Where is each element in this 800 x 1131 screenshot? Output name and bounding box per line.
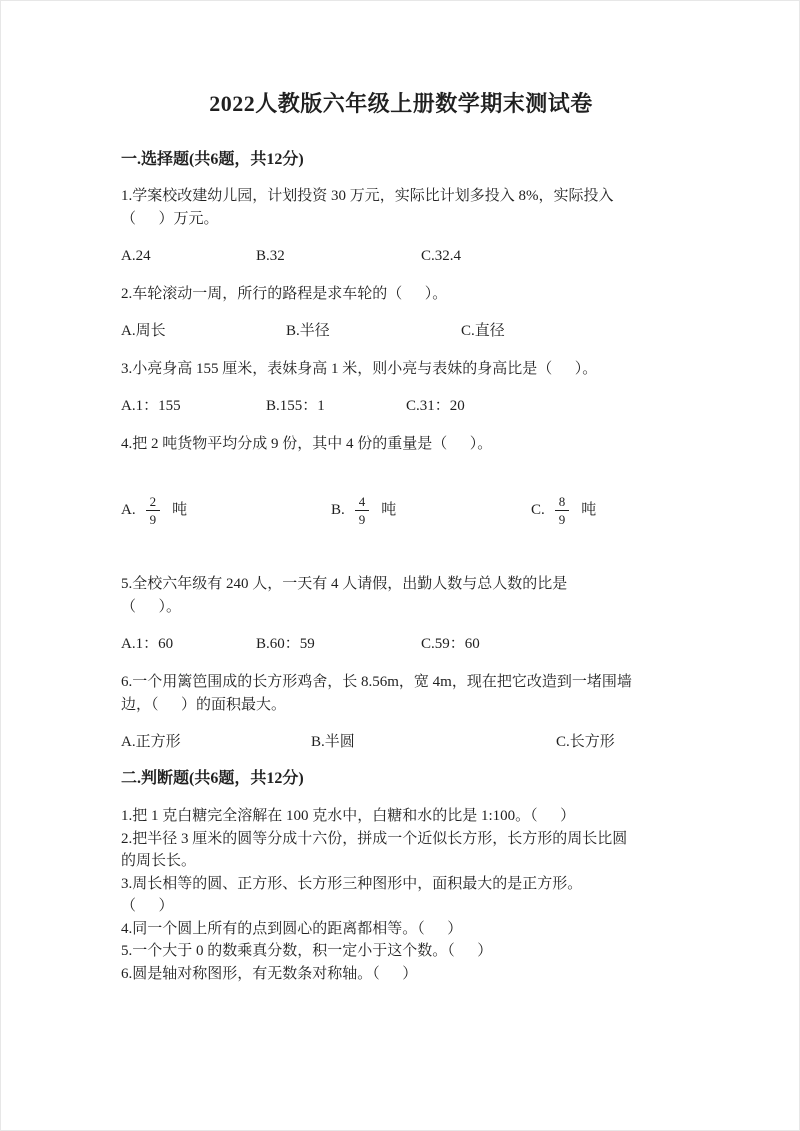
q3-option-b: B.155：1 xyxy=(266,398,325,414)
q6-option-c: C.长方形 xyxy=(556,734,615,750)
question-5-text-line-1: 5.全校六年级有 240 人，一天有 4 人请假，出勤人数与总人数的比是 xyxy=(121,576,568,592)
question-1-options xyxy=(121,245,681,268)
question-6-text-line-1: 6.一个用篱笆围成的长方形鸡舍，长 8.56m，宽 4m，现在把它改造到一堵围墙 xyxy=(121,674,632,690)
q5-option-c: C.59：60 xyxy=(421,636,480,652)
question-1 xyxy=(121,185,681,268)
q2-option-a: A.周长 xyxy=(121,323,166,339)
judgment-line-4: 4.同一个圆上所有的点到圆心的距离都相等。（ ） xyxy=(121,920,463,937)
q4-option-a xyxy=(121,494,331,527)
q4-option-a-unit: 吨 xyxy=(172,502,188,518)
judgment-line-1: 1.把 1 克白糖完全溶解在 100 克水中，白糖和水的比是 1:100。（ ） xyxy=(121,808,576,824)
q4-option-b-label: B. xyxy=(331,502,345,518)
fraction-two-ninths xyxy=(146,494,161,527)
fraction-eight-ninths xyxy=(555,494,570,527)
q4-option-c-label: C. xyxy=(531,502,545,518)
question-3-options xyxy=(121,395,681,418)
question-2-options xyxy=(121,320,681,343)
q4-option-b xyxy=(331,494,531,527)
q2-option-b: B.半径 xyxy=(286,323,330,339)
judgment-line-3-cont: （ ） xyxy=(121,898,174,914)
q3-option-a: A.1：155 xyxy=(121,398,181,414)
fraction-numerator: 8 xyxy=(558,494,566,509)
judgment-line-2: 2.把半径 3 厘米的圆等分成十六份，拼成一个近似长方形，长方形的周长比圆 xyxy=(121,830,628,847)
q6-option-b: B.半圆 xyxy=(311,734,355,750)
fraction-four-ninths xyxy=(355,494,370,527)
q6-option-a: A.正方形 xyxy=(121,734,181,750)
fraction-numerator: 4 xyxy=(358,494,366,509)
fraction-numerator: 2 xyxy=(149,494,157,509)
fraction-denominator: 9 xyxy=(555,510,570,527)
question-2-text: 2.车轮滚动一周，所行的路程是求车轮的（ ）。 xyxy=(121,286,448,302)
fraction-denominator: 9 xyxy=(355,510,370,527)
judgment-line-5: 5.一个大于 0 的数乘真分数，积一定小于这个数。（ ） xyxy=(121,943,493,959)
q1-option-b: B.32 xyxy=(256,248,285,264)
fraction-denominator: 9 xyxy=(146,510,161,527)
section-choice-questions xyxy=(121,150,681,754)
q4-option-b-unit: 吨 xyxy=(381,502,397,518)
q2-option-c: C.直径 xyxy=(461,323,505,339)
q4-option-c xyxy=(531,494,681,527)
q3-option-c: C.31：20 xyxy=(406,398,465,414)
question-3 xyxy=(121,358,681,418)
section-heading-choice: 一.选择题(共6题，共12分) xyxy=(121,151,304,168)
question-5-options xyxy=(121,633,681,656)
page-title: 2022人教版六年级上册数学期末测试卷 xyxy=(209,91,593,116)
question-4-options xyxy=(121,494,681,527)
q5-option-b: B.60：59 xyxy=(256,636,315,652)
question-1-text-line-1: 1.学案校改建幼儿园，计划投资 30 万元，实际比计划多投入 8%，实际投入 xyxy=(121,188,614,204)
judgment-line-3: 3.周长相等的圆、正方形、长方形三种图形中，面积最大的是正方形。 xyxy=(121,875,583,892)
question-4-text: 4.把 2 吨货物平均分成 9 份，其中 4 份的重量是（ ）。 xyxy=(121,436,493,452)
q4-option-c-unit: 吨 xyxy=(581,502,597,518)
q1-option-a: A.24 xyxy=(121,248,151,264)
q1-option-c: C.32.4 xyxy=(421,248,462,264)
question-3-text: 3.小亮身高 155 厘米，表妹身高 1 米，则小亮与表妹的身高比是（ ）。 xyxy=(121,361,598,377)
judgment-line-6: 6.圆是轴对称图形，有无数条对称轴。（ ） xyxy=(121,965,418,982)
question-1-text-line-2: （ ）万元。 xyxy=(121,211,219,227)
judgment-line-2-cont: 的周长长。 xyxy=(121,853,197,869)
question-6-text-line-2: 边，（ ）的面积最大。 xyxy=(121,697,287,713)
question-6 xyxy=(121,671,681,754)
question-4 xyxy=(121,433,681,527)
section-heading-judgment: 二.判断题(共6题，共12分) xyxy=(121,770,304,787)
q4-option-a-label: A. xyxy=(121,502,136,518)
question-5-text-line-2: （ ）。 xyxy=(121,599,182,615)
q5-option-a: A.1：60 xyxy=(121,636,174,652)
section-judgment-questions xyxy=(121,769,681,985)
question-5 xyxy=(121,573,681,656)
question-2 xyxy=(121,283,681,343)
question-6-options xyxy=(121,731,681,754)
